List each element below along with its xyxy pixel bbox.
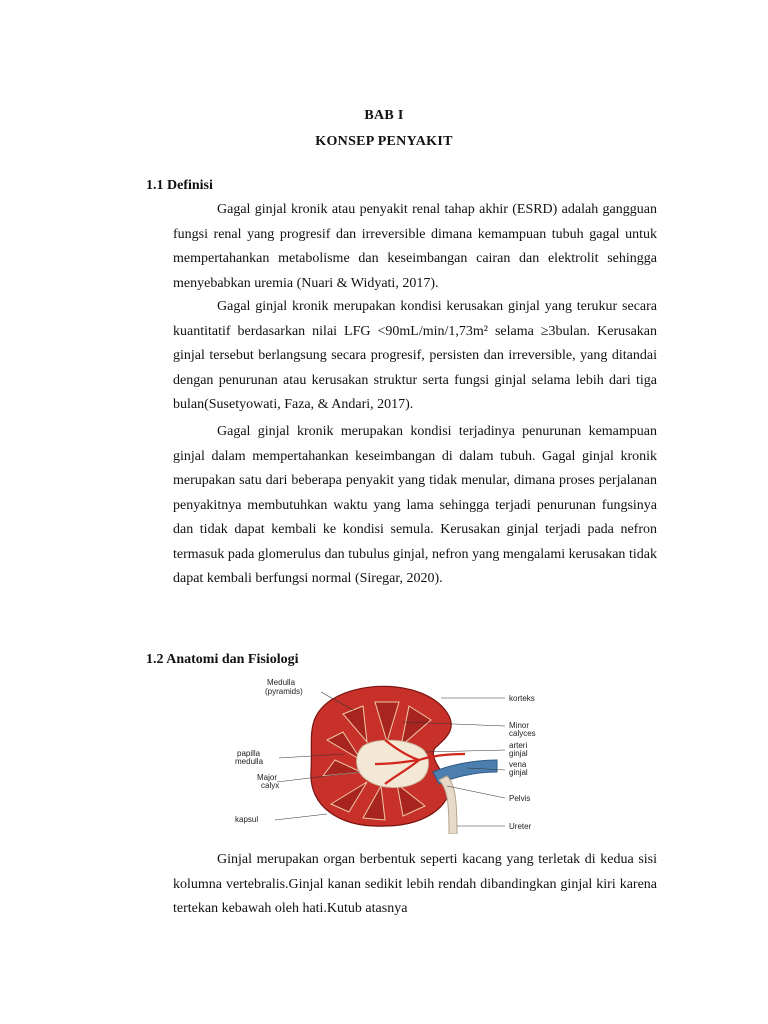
label-major: Major (257, 773, 278, 782)
label-minor: Minor (509, 721, 530, 730)
label-korteks: korteks (509, 694, 535, 703)
label-vena: vena (509, 760, 527, 769)
label-arteri-ginjal: ginjal (509, 749, 528, 758)
section-heading-anatomi: 1.2 Anatomi dan Fisiologi (146, 652, 299, 667)
label-vena-ginjal: ginjal (509, 768, 528, 777)
label-papilla: papilla (237, 749, 261, 758)
chapter-number: BAB I (364, 108, 404, 123)
label-papilla-medulla: medulla (235, 757, 264, 766)
label-calyces: calyces (509, 729, 536, 738)
paragraph-definisi-2: Gagal ginjal kronik merupakan kondisi kerusakan ginjal yang terukur secara kuantitatif berdasarkan nilai LFG <90mL/min/1,73m² selama ≥3bulan. Kerusakan ginjal tersebut berlangsung secara progresif, persisten dan irreversible, yang ditandai dengan penurunan atau kerusakan struktur serta fungsi ginjal selama lebih dari tiga bulan(Susetyowati, Faza, & Andari, 2017). (173, 299, 657, 412)
paragraph-anatomi-1: Ginjal merupakan organ berbentuk seperti kacang yang terletak di kedua sisi kolumna vertebralis.Ginjal kanan sedikit lebih rendah dibandingkan ginjal kiri karena tertekan kebawah oleh hati.Kutub atasnya (173, 852, 657, 916)
label-medulla: Medulla (267, 678, 296, 687)
label-pelvis: Pelvis (509, 794, 531, 803)
label-pyramids: (pyramids) (265, 687, 303, 696)
label-ureter: Ureter (509, 822, 532, 831)
label-kapsul: kapsul (235, 815, 259, 824)
label-calyx: calyx (261, 781, 280, 790)
paragraph-definisi-3: Gagal ginjal kronik merupakan kondisi terjadinya penurunan kemampuan ginjal dalam mempertahankan keseimbangan di dalam tubuh. Gagal ginjal kronik merupakan satu dari beberapa penyakit yang tidak menular, dimana proses perjalanan penyakitnya membutuhkan waktu yang lama sehingga terjadi penurunan fungsinya dan tidak dapat kembali ke kondisi semula. Kerusakan ginjal terjadi pada nefron termasuk pada glomerulus dan tubulus ginjal, nefron yang mengalami kerusakan tidak dapat kembali berfungsi normal (Siregar, 2020). (173, 424, 657, 586)
chapter-title: KONSEP PENYAKIT (315, 134, 453, 149)
section-heading-definisi: 1.1 Definisi (146, 178, 213, 193)
label-arteri: arteri (509, 741, 528, 750)
paragraph-definisi-1: Gagal ginjal kronik atau penyakit renal tahap akhir (ESRD) adalah gangguan fungsi renal yang progresif dan irreversible dimana kemampuan tubuh gagal untuk mempertahankan metabolisme dan keseimbangan cairan dan elektrolit sehingga menyebabkan uremia (Nuari & Widyati, 2017). (173, 202, 657, 291)
kidney-anatomy-figure (235, 676, 555, 834)
